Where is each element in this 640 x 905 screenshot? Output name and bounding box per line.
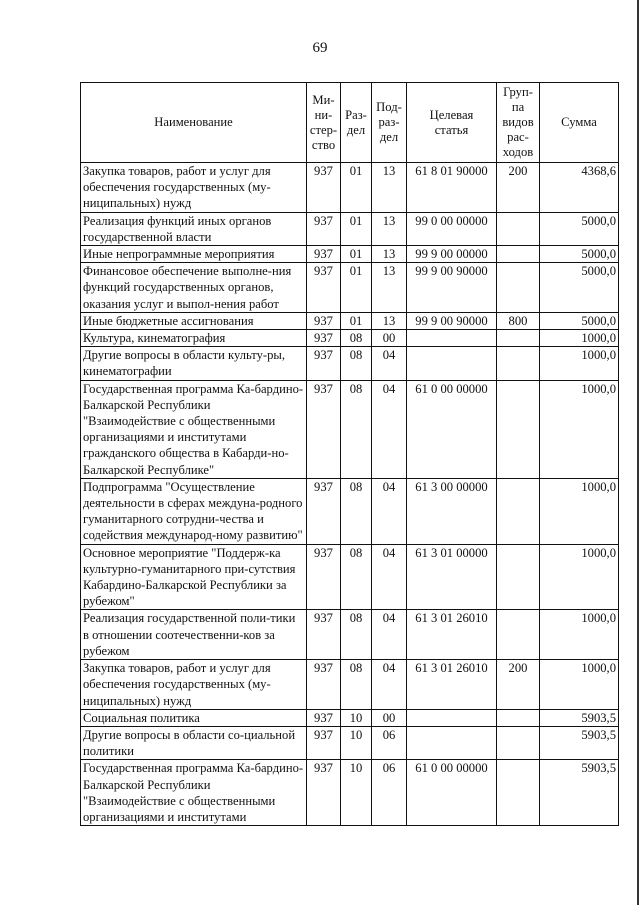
row-section-cell: 08: [341, 380, 372, 478]
row-name-cell: Социальная политика: [81, 709, 307, 726]
row-sum-cell: 5000,0: [540, 212, 619, 245]
table-header-row: [81, 83, 619, 163]
row-target-cell: 99 9 00 00000: [407, 246, 497, 263]
row-subsection-cell: 04: [372, 660, 407, 710]
table-row: [81, 263, 619, 313]
row-target-cell: [407, 709, 497, 726]
row-ministry-cell: 937: [307, 263, 341, 313]
header-expense-group: Груп- па видов рас- ходов: [497, 83, 540, 163]
row-group-cell: 200: [497, 163, 540, 213]
row-target-cell: 61 3 01 00000: [407, 544, 497, 610]
row-group-cell: [497, 263, 540, 313]
row-ministry-cell: 937: [307, 163, 341, 213]
header-sum: Сумма: [540, 83, 619, 163]
row-ministry-cell: 937: [307, 709, 341, 726]
header-section: Раз- дел: [341, 83, 372, 163]
row-sum-cell: 1000,0: [540, 347, 619, 380]
table-row: [81, 760, 619, 826]
row-target-cell: 99 9 00 90000: [407, 263, 497, 313]
row-target-cell: 61 3 01 26010: [407, 610, 497, 660]
row-ministry-cell: 937: [307, 726, 341, 759]
row-group-cell: [497, 726, 540, 759]
row-section-cell: 08: [341, 330, 372, 347]
row-name-cell: Реализация функций иных органов государственной власти: [81, 212, 307, 245]
row-section-cell: 01: [341, 163, 372, 213]
row-section-cell: 08: [341, 544, 372, 610]
page-edge-line: [637, 0, 639, 905]
row-name-cell: Финансовое обеспечение выполне-ния функций государственных органов, оказания услуг и выпол-нения работ: [81, 263, 307, 313]
row-name-cell: Подпрограмма "Осуществление деятельности в сферах междуна-родного гуманитарного сотрудни-чества и содействия международ-ному развитию": [81, 478, 307, 544]
row-ministry-cell: 937: [307, 347, 341, 380]
table-row: [81, 544, 619, 610]
row-group-cell: [497, 610, 540, 660]
row-section-cell: 10: [341, 760, 372, 826]
row-name-cell: Культура, кинематография: [81, 330, 307, 347]
row-ministry-cell: 937: [307, 544, 341, 610]
row-group-cell: [497, 212, 540, 245]
row-sum-cell: 1000,0: [540, 544, 619, 610]
row-target-cell: 61 0 00 00000: [407, 760, 497, 826]
table-row: [81, 347, 619, 380]
header-ministry: Ми- ни- стер- ство: [307, 83, 341, 163]
table-row: [81, 709, 619, 726]
row-group-cell: [497, 544, 540, 610]
table-row: [81, 246, 619, 263]
table-row: [81, 330, 619, 347]
row-section-cell: 10: [341, 709, 372, 726]
table-row: [81, 163, 619, 213]
budget-table: [80, 82, 619, 826]
row-subsection-cell: 06: [372, 760, 407, 826]
row-target-cell: [407, 726, 497, 759]
row-sum-cell: 1000,0: [540, 660, 619, 710]
row-name-cell: Государственная программа Ка-бардино-Балкарской Республики "Взаимодействие с общественными организациями и институтами: [81, 760, 307, 826]
row-sum-cell: 1000,0: [540, 380, 619, 478]
row-target-cell: 61 3 00 00000: [407, 478, 497, 544]
header-subsection: Под- раз- дел: [372, 83, 407, 163]
header-name: Наименование: [81, 83, 307, 163]
row-sum-cell: 1000,0: [540, 478, 619, 544]
row-target-cell: 61 0 00 00000: [407, 380, 497, 478]
row-group-cell: [497, 380, 540, 478]
row-subsection-cell: 04: [372, 544, 407, 610]
table-row: [81, 610, 619, 660]
row-group-cell: [497, 709, 540, 726]
row-section-cell: 01: [341, 263, 372, 313]
row-section-cell: 01: [341, 312, 372, 329]
row-name-cell: Иные непрограммные мероприятия: [81, 246, 307, 263]
row-name-cell: Иные бюджетные ассигнования: [81, 312, 307, 329]
row-ministry-cell: 937: [307, 312, 341, 329]
row-name-cell: Закупка товаров, работ и услуг для обеспечения государственных (му-ниципальных) нужд: [81, 163, 307, 213]
row-subsection-cell: 13: [372, 263, 407, 313]
row-group-cell: [497, 330, 540, 347]
row-group-cell: 200: [497, 660, 540, 710]
table-row: [81, 312, 619, 329]
row-ministry-cell: 937: [307, 246, 341, 263]
row-sum-cell: 5903,5: [540, 760, 619, 826]
row-section-cell: 01: [341, 212, 372, 245]
row-subsection-cell: 04: [372, 380, 407, 478]
row-section-cell: 08: [341, 610, 372, 660]
row-sum-cell: 4368,6: [540, 163, 619, 213]
row-group-cell: [497, 478, 540, 544]
row-subsection-cell: 04: [372, 347, 407, 380]
row-sum-cell: 5903,5: [540, 709, 619, 726]
row-name-cell: Другие вопросы в области культу-ры, кинематографии: [81, 347, 307, 380]
row-sum-cell: 5000,0: [540, 246, 619, 263]
row-group-cell: [497, 760, 540, 826]
header-target-article: Целевая статья: [407, 83, 497, 163]
row-sum-cell: 1000,0: [540, 610, 619, 660]
row-group-cell: [497, 246, 540, 263]
table-row: [81, 380, 619, 478]
row-sum-cell: 5903,5: [540, 726, 619, 759]
row-target-cell: 99 9 00 90000: [407, 312, 497, 329]
row-subsection-cell: 13: [372, 212, 407, 245]
row-ministry-cell: 937: [307, 610, 341, 660]
row-section-cell: 10: [341, 726, 372, 759]
row-target-cell: 61 8 01 90000: [407, 163, 497, 213]
row-target-cell: 99 0 00 00000: [407, 212, 497, 245]
row-name-cell: Основное мероприятие "Поддерж-ка культурно-гуманитарного при-сутствия Кабардино-Балкарской Республики за рубежом": [81, 544, 307, 610]
table-row: [81, 726, 619, 759]
row-target-cell: [407, 347, 497, 380]
row-section-cell: 01: [341, 246, 372, 263]
table-row: [81, 660, 619, 710]
row-section-cell: 08: [341, 478, 372, 544]
row-target-cell: 61 3 01 26010: [407, 660, 497, 710]
page-number: 69: [312, 40, 328, 56]
row-ministry-cell: 937: [307, 660, 341, 710]
row-name-cell: Реализация государственной поли-тики в отношении соотечественни-ков за рубежом: [81, 610, 307, 660]
row-subsection-cell: 04: [372, 478, 407, 544]
row-sum-cell: 5000,0: [540, 312, 619, 329]
row-subsection-cell: 04: [372, 610, 407, 660]
row-sum-cell: 5000,0: [540, 263, 619, 313]
row-ministry-cell: 937: [307, 212, 341, 245]
row-group-cell: [497, 347, 540, 380]
row-name-cell: Закупка товаров, работ и услуг для обеспечения государственных (му-ниципальных) нужд: [81, 660, 307, 710]
row-sum-cell: 1000,0: [540, 330, 619, 347]
table-row: [81, 478, 619, 544]
row-name-cell: Государственная программа Ка-бардино-Балкарской Республики "Взаимодействие с общественными организациями и институтами гражданского общества в Кабарди-но-Балкарской Республике": [81, 380, 307, 478]
row-section-cell: 08: [341, 660, 372, 710]
row-ministry-cell: 937: [307, 380, 341, 478]
row-subsection-cell: 06: [372, 726, 407, 759]
row-name-cell: Другие вопросы в области со-циальной политики: [81, 726, 307, 759]
row-ministry-cell: 937: [307, 760, 341, 826]
row-subsection-cell: 13: [372, 246, 407, 263]
table-row: [81, 212, 619, 245]
table-body: [81, 163, 619, 826]
row-ministry-cell: 937: [307, 330, 341, 347]
row-group-cell: 800: [497, 312, 540, 329]
row-subsection-cell: 13: [372, 163, 407, 213]
row-subsection-cell: 00: [372, 330, 407, 347]
row-subsection-cell: 00: [372, 709, 407, 726]
row-subsection-cell: 13: [372, 312, 407, 329]
row-section-cell: 08: [341, 347, 372, 380]
row-target-cell: [407, 330, 497, 347]
row-ministry-cell: 937: [307, 478, 341, 544]
